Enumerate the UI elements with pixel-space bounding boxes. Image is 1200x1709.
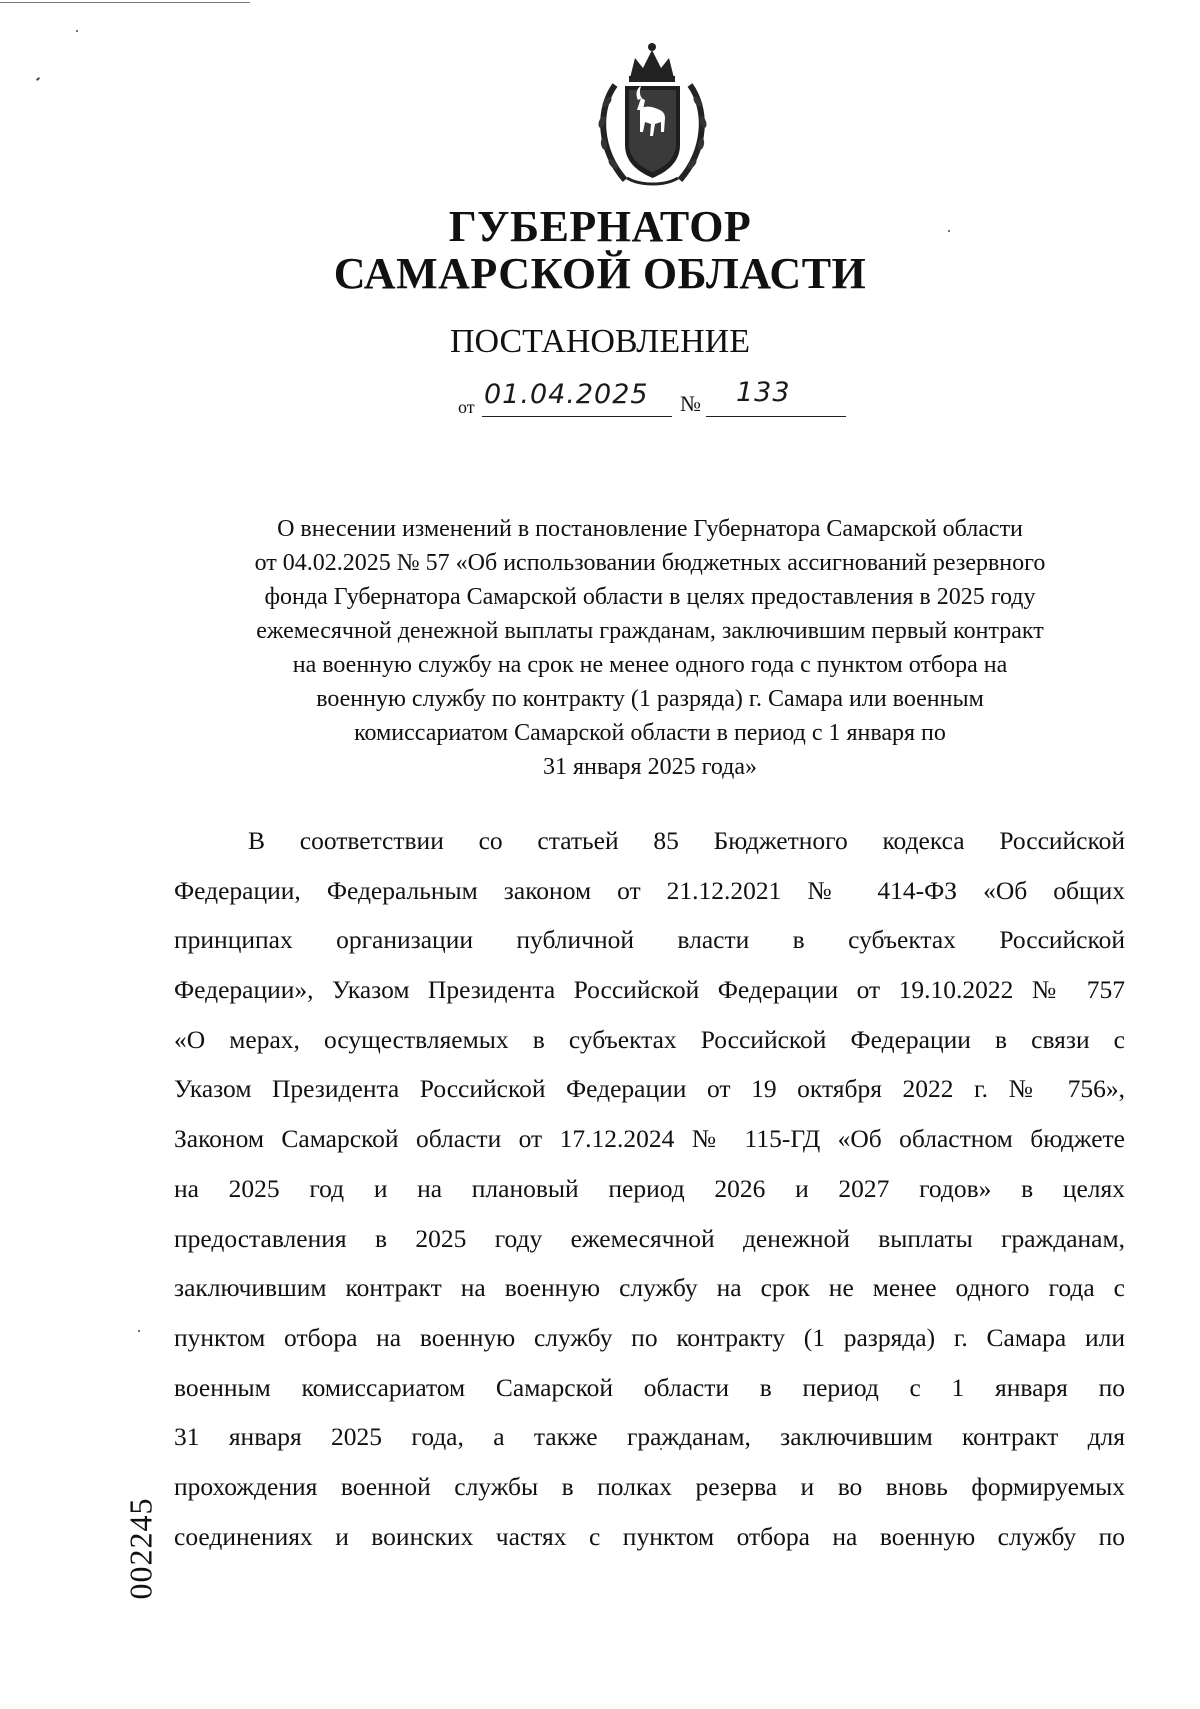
subject-line: от 04.02.2025 № 57 «Об использовании бюджетных ассигнований резервного <box>254 550 1046 576</box>
handwritten-number: 133 <box>736 377 791 408</box>
body-line: соединениях и воинских частях с пунктом отбора на военную службу по <box>174 1521 1125 1551</box>
subject-line: на военную службу на срок не менее одного года с пунктом отбора на <box>292 652 1008 678</box>
body-line: Федерации, Федеральным законом от 21.12.2021 № 414-ФЗ «Об общих <box>174 875 1125 905</box>
body-line: В соответствии со статьей 85 Бюджетного кодекса Российской <box>248 826 1125 855</box>
body-line: Указом Президента Российской Федерации от 19 октября 2022 г. № 756», <box>174 1074 1125 1104</box>
body-line: предоставления в 2025 году ежемесячной денежной выплаты гражданам, <box>174 1223 1125 1253</box>
scan-speck <box>948 230 950 232</box>
body-line: принципах организации публичной власти в субъектах Российской <box>174 925 1125 955</box>
subject-line: комиссариатом Самарской области в период с 1 января по <box>354 720 946 746</box>
date-prefix: от <box>458 397 475 417</box>
body-line: «О мерах, осуществляемых в субъектах Российской Федерации в связи с <box>174 1024 1125 1054</box>
org-title-line1: ГУБЕРНАТОР <box>448 202 752 251</box>
scan-edge-line <box>0 2 250 3</box>
subject-line: 31 января 2025 года» <box>542 754 757 780</box>
org-title-line2: САМАРСКОЙ ОБЛАСТИ <box>333 249 867 298</box>
scan-speck <box>138 1330 140 1332</box>
number-label: № <box>680 391 701 416</box>
date-underline <box>482 416 672 417</box>
document-subject <box>170 512 1130 784</box>
document-type: ПОСТАНОВЛЕНИЕ <box>449 323 751 360</box>
number-underline <box>706 416 846 417</box>
subject-line: военную службу по контракту (1 разряда) г. Самара или военным <box>316 686 984 712</box>
subject-line: ежемесячной денежной выплаты гражданам, заключившим первый контракт <box>256 618 1044 644</box>
body-line: Федерации», Указом Президента Российской Федерации от 19.10.2022 № 757 <box>174 975 1125 1005</box>
body-line: на 2025 год и на плановый период 2026 и 2027 годов» в целях <box>174 1173 1125 1203</box>
scan-speck <box>76 30 78 32</box>
subject-line: фонда Губернатора Самарской области в целях предоставления в 2025 году <box>264 584 1036 610</box>
body-line: заключившим контракт на военную службу на срок не менее одного года с <box>174 1273 1125 1303</box>
handwritten-date: 01.04.2025 <box>484 379 649 410</box>
body-line: прохождения военной службы в полках резерва и во вновь формируемых <box>174 1471 1125 1501</box>
scan-speck <box>36 77 40 81</box>
date-number-line <box>0 377 1200 423</box>
subject-line: О внесении изменений в постановление Губернатора Самарской области <box>277 516 1023 542</box>
body-line: пунктом отбора на военную службу по контракту (1 разряда) г. Самара или <box>174 1322 1125 1352</box>
body-line: военным комиссариатом Самарской области в период с 1 января по <box>174 1372 1125 1402</box>
body-line: Законом Самарской области от 17.12.2024 № 115-ГД «Об областном бюджете <box>174 1124 1125 1154</box>
samara-region-coat-of-arms-icon <box>585 40 720 190</box>
registration-number: 002245 <box>122 1497 159 1600</box>
document-body <box>174 826 1125 1571</box>
body-line: 31 января 2025 года, а также гражданам, заключившим контракт для <box>174 1422 1125 1452</box>
